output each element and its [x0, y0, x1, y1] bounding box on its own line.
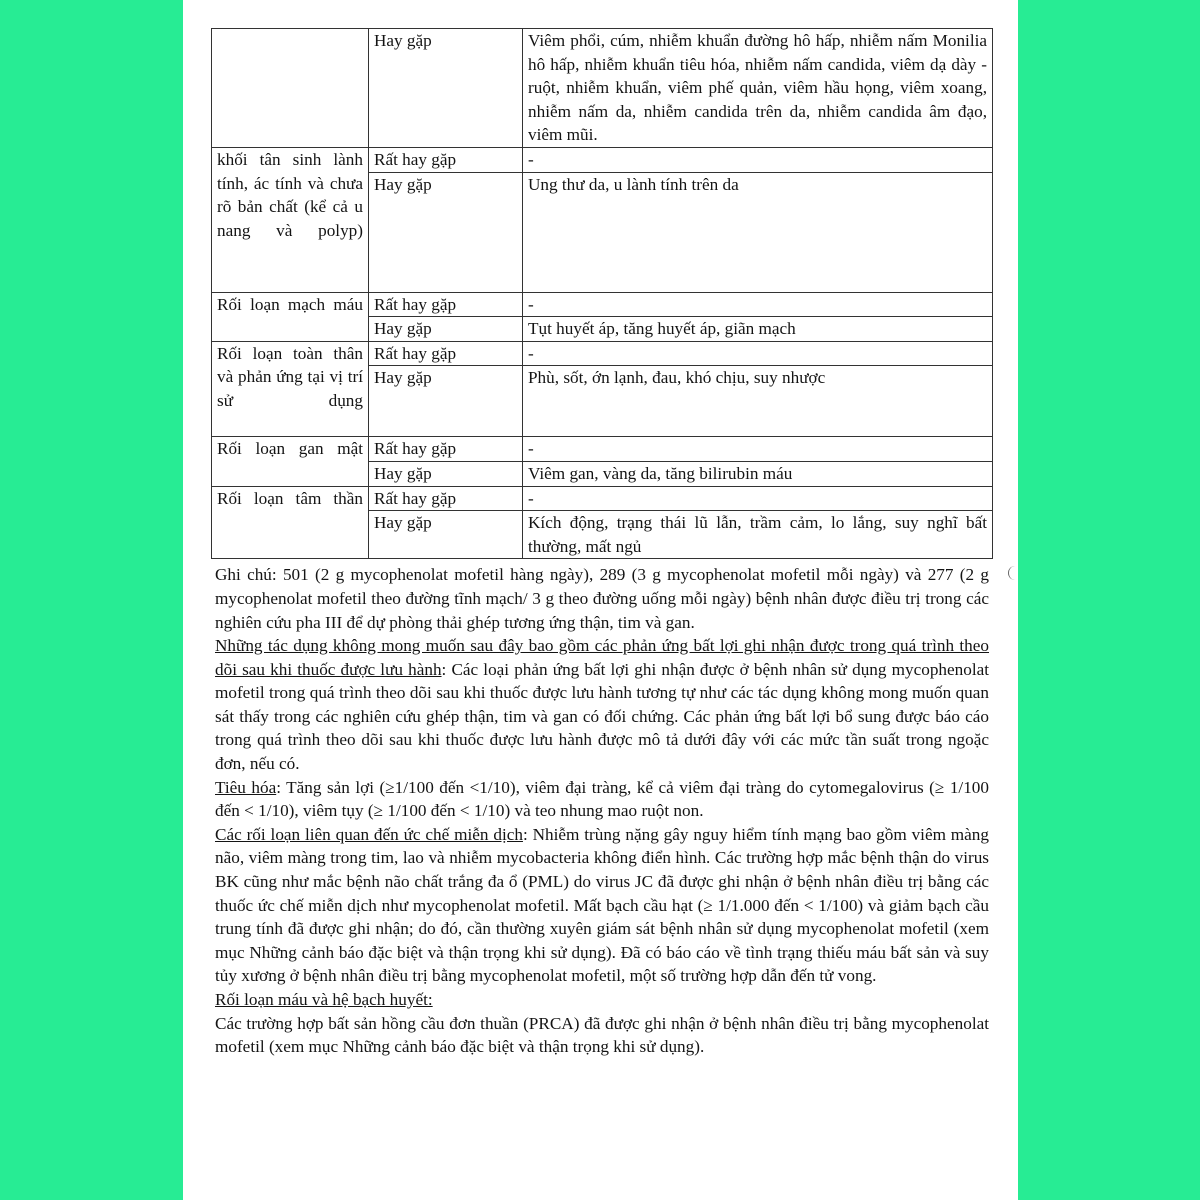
effects-cell: -: [523, 341, 993, 366]
section-heading: Tiêu hóa: [215, 777, 277, 797]
effects-cell: -: [523, 437, 993, 462]
frequency-cell: Rất hay gặp: [369, 147, 523, 172]
notes-section: [211, 563, 993, 1058]
organ-class-cell: Rối loạn mạch máu: [212, 292, 369, 341]
frequency-cell: Hay gặp: [369, 29, 523, 148]
effects-cell: Ung thư da, u lành tính trên da: [523, 172, 993, 292]
adverse-effects-table: [211, 28, 993, 559]
effects-cell: Viêm phổi, cúm, nhiễm khuẩn đường hô hấp, nhiễm nấm Monilia hô hấp, nhiễm khuẩn tiêu hóa, nhiễm nấm candida, viêm dạ dày - ruột, nhiễm khuẩn, viêm phế quản, viêm hầu họng, viêm xoang, nhiễm nấm da, nhiễm candida trên da, nhiễm candida âm đạo, viêm mũi.: [523, 29, 993, 148]
page-edge-mark: [1008, 566, 1018, 580]
frequency-cell: Hay gặp: [369, 366, 523, 437]
note-paragraph: Ghi chú: 501 (2 g mycophenolat mofetil hàng ngày), 289 (3 g mycophenolat mofetil mỗi ngày) và 277 (2 g mycophenolat mofetil theo đường tĩnh mạch/ 3 g theo đường uống mỗi ngày) bệnh nhân được điều trị trong các nghiên cứu pha III để dự phòng thải ghép tương ứng thận, tim và gan.: [215, 565, 989, 632]
effects-cell: -: [523, 147, 993, 172]
paragraph-text: : Tăng sản lợi (≥1/100 đến <1/10), viêm đại tràng, kể cả viêm đại tràng do cytomegalovirus (≥ 1/100 đến < 1/10), viêm tụy (≥ 1/100 đến < 1/10) và teo nhung mao ruột non.: [215, 777, 989, 821]
effects-cell: Tụt huyết áp, tăng huyết áp, giãn mạch: [523, 317, 993, 342]
table-row: [212, 292, 993, 317]
table-row: [212, 486, 993, 511]
blood-lymphatic-heading: [215, 988, 989, 1012]
organ-class-cell: Rối loạn toàn thân và phản ứng tại vị trí sử dụng: [212, 341, 369, 437]
frequency-cell: Rất hay gặp: [369, 486, 523, 511]
frequency-cell: Rất hay gặp: [369, 341, 523, 366]
frequency-cell: Hay gặp: [369, 461, 523, 486]
table-row: [212, 341, 993, 366]
postmarketing-paragraph: [215, 634, 989, 776]
immunosuppression-paragraph: [215, 823, 989, 988]
section-heading: Rối loạn máu và hệ bạch huyết:: [215, 990, 433, 1009]
organ-class-cell: Rối loạn tâm thần: [212, 486, 369, 559]
paragraph-text: : Nhiễm trùng nặng gây nguy hiểm tính mạng bao gồm viêm màng não, viêm màng trong tim, lao và nhiễm mycobacteria không điển hình. Các trường hợp mắc bệnh thận do virus BK cũng như mắc bệnh não chất trắng đa ổ (PML) do virus JC đã được ghi nhận ở bệnh nhân điều trị bằng các thuốc ức chế miễn dịch như mycophenolat mofetil. Mất bạch cầu hạt (≥ 1/1.000 đến < 1/100) và giảm bạch cầu trung tính đã được ghi nhận; do đó, cần thường xuyên giám sát bệnh nhân sử dụng mycophenolat mofetil (xem mục Những cảnh báo đặc biệt và thận trọng khi sử dụng). Đã có báo cáo về tình trạng thiếu máu bất sản và suy tủy xương ở bệnh nhân điều trị bằng mycophenolat mofetil, một số trường hợp dẫn đến tử vong.: [215, 824, 989, 986]
organ-class-cell: khối tân sinh lành tính, ác tính và chưa rõ bản chất (kể cả u nang và polyp): [212, 147, 369, 292]
frequency-cell: Rất hay gặp: [369, 437, 523, 462]
frequency-cell: Rất hay gặp: [369, 292, 523, 317]
frequency-cell: Hay gặp: [369, 317, 523, 342]
effects-cell: Kích động, trạng thái lũ lẫn, trầm cảm, lo lắng, suy nghĩ bất thường, mất ngủ: [523, 511, 993, 559]
gastrointestinal-paragraph: [215, 776, 989, 823]
organ-class-cell: Rối loạn gan mật: [212, 437, 369, 486]
document-page: [183, 0, 1018, 1200]
table-row: [212, 437, 993, 462]
section-heading: Những tác dụng không mong muốn sau đây bao gồm các phản ứng bất lợi ghi nhận được trong quá trình theo dõi sau khi thuốc được lưu hành: [215, 636, 989, 679]
frequency-cell: Hay gặp: [369, 511, 523, 559]
document-content: [211, 28, 993, 1059]
blood-lymphatic-paragraph: Các trường hợp bất sản hồng cầu đơn thuần (PRCA) đã được ghi nhận ở bệnh nhân điều trị bằng mycophenolat mofetil (xem mục Những cảnh báo đặc biệt và thận trọng khi sử dụng).: [215, 1013, 989, 1057]
frequency-cell: Hay gặp: [369, 172, 523, 292]
table-row: [212, 147, 993, 172]
paragraph-text: : Các loại phản ứng bất lợi ghi nhận được ở bệnh nhân sử dụng mycophenolat mofetil trong quá trình theo dõi sau khi thuốc được lưu hành tương tự như các tác dụng không mong muốn quan sát thấy trong các nghiên cứu ghép thận, tim và gan có đối chứng. Các phản ứng bất lợi bổ sung được báo cáo trong quá trình theo dõi sau khi thuốc được lưu hành được mô tả dưới đây với các mức tần suất trong ngoặc đơn, nếu có.: [215, 659, 989, 774]
section-heading: Các rối loạn liên quan đến ức chế miễn dịch: [215, 824, 523, 844]
effects-cell: Viêm gan, vàng da, tăng bilirubin máu: [523, 461, 993, 486]
effects-cell: Phù, sốt, ớn lạnh, đau, khó chịu, suy nhược: [523, 366, 993, 437]
effects-cell: -: [523, 486, 993, 511]
table-row: [212, 29, 993, 148]
effects-cell: -: [523, 292, 993, 317]
organ-class-cell: [212, 29, 369, 148]
